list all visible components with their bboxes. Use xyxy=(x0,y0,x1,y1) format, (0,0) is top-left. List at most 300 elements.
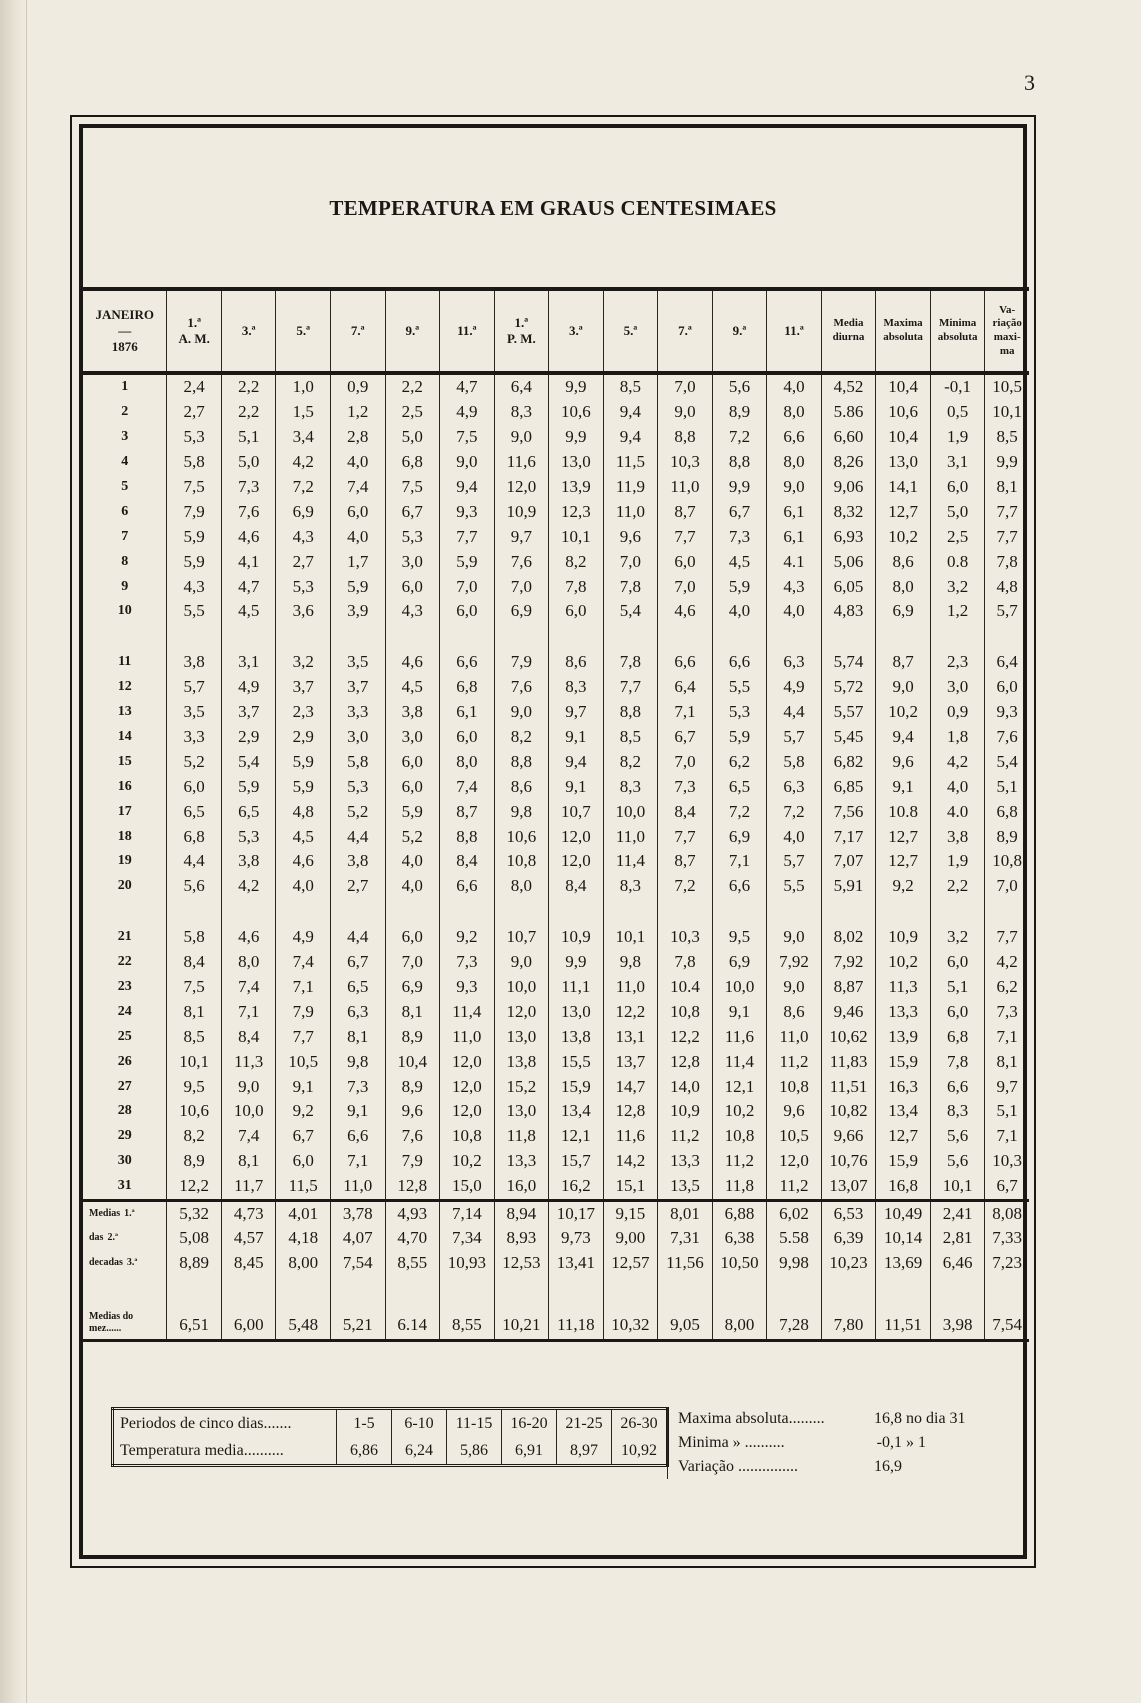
table-cell: 15,1 xyxy=(603,1174,658,1200)
table-cell: 3,8 xyxy=(930,824,985,849)
table-cell: 4,7 xyxy=(221,574,276,599)
table-cell: 10,1 xyxy=(549,524,604,549)
day-number: 26 xyxy=(117,1053,132,1069)
table-cell: 3,6 xyxy=(276,599,331,624)
table-cell: 13,8 xyxy=(549,1024,604,1049)
table-cell: 10,50 xyxy=(712,1251,767,1276)
header-5pm: 5.ª xyxy=(603,289,658,373)
table-cell: 4,5 xyxy=(712,549,767,574)
table-cell: 5,4 xyxy=(603,599,658,624)
summary-section xyxy=(101,1397,1011,1507)
table-cell: 11,0 xyxy=(440,1024,495,1049)
table-cell: 7,7 xyxy=(440,524,495,549)
table-cell: 5,0 xyxy=(930,499,985,524)
table-cell: 12,7 xyxy=(876,1124,931,1149)
table-cell: 8,7 xyxy=(658,849,713,874)
table-row xyxy=(83,925,1029,950)
table-cell: 5,2 xyxy=(167,749,222,774)
table-cell: 8,3 xyxy=(603,774,658,799)
table-cell: 3,7 xyxy=(276,675,331,700)
header-11pm: 11.ª xyxy=(767,289,822,373)
table-row xyxy=(83,849,1029,874)
table-cell: 6.14 xyxy=(385,1275,440,1341)
table-cell: 11,6 xyxy=(712,1024,767,1049)
table-cell: 7,3 xyxy=(440,950,495,975)
decade-gap-row xyxy=(83,899,1029,925)
table-cell: 12,8 xyxy=(603,1099,658,1124)
table-cell: 16,3 xyxy=(876,1074,931,1099)
period-temperature: 6,24 xyxy=(392,1437,447,1466)
table-cell: 8,1 xyxy=(330,1024,385,1049)
table-cell: 6,9 xyxy=(712,950,767,975)
stat-variacao: Variação ............... 16,9 xyxy=(678,1458,902,1475)
table-cell: 6,39 xyxy=(821,1226,876,1251)
table-cell: 10,2 xyxy=(876,524,931,549)
table-cell: 11,2 xyxy=(712,1149,767,1174)
day-number: 28 xyxy=(117,1103,132,1119)
table-cell: 7,0 xyxy=(658,373,713,400)
header-maxima-absoluta: Maxima absoluta xyxy=(876,289,931,373)
stat-minima: Minima » .......... -0,1 » 1 xyxy=(678,1434,926,1451)
table-cell: 7,8 xyxy=(658,950,713,975)
table-cell: 7,8 xyxy=(603,650,658,675)
period-range: 11-15 xyxy=(447,1409,502,1438)
table-cell: 5,8 xyxy=(167,450,222,475)
table-cell: 10,3 xyxy=(985,1149,1029,1174)
periods-label: Periodos de cinco dias....... xyxy=(120,1414,292,1432)
table-cell: 10,8 xyxy=(440,1124,495,1149)
table-cell: 7,0 xyxy=(658,749,713,774)
table-cell: 3,8 xyxy=(221,849,276,874)
table-cell: 9,2 xyxy=(276,1099,331,1124)
table-cell: 7,34 xyxy=(440,1226,495,1251)
table-cell: 11,6 xyxy=(603,1124,658,1149)
table-cell: 10,76 xyxy=(821,1149,876,1174)
gap-cell xyxy=(712,899,767,925)
gap-cell xyxy=(985,624,1029,650)
table-cell: 6,1 xyxy=(767,499,822,524)
table-cell: 12,2 xyxy=(167,1174,222,1200)
table-cell: 13,0 xyxy=(494,1099,549,1124)
table-row xyxy=(83,499,1029,524)
table-cell: 6,0 xyxy=(385,774,440,799)
table-cell: 6,7 xyxy=(658,725,713,750)
table-cell: 4,5 xyxy=(276,824,331,849)
table-cell: 7,9 xyxy=(385,1149,440,1174)
table-cell: 8,89 xyxy=(167,1251,222,1276)
table-cell: 6,3 xyxy=(330,999,385,1024)
table-cell: 4,0 xyxy=(767,373,822,400)
table-cell: 4,3 xyxy=(167,574,222,599)
table-cell: 6,6 xyxy=(712,650,767,675)
table-cell: 5,9 xyxy=(385,799,440,824)
table-cell: 3,98 xyxy=(930,1275,985,1341)
period-temperature: 6,86 xyxy=(337,1437,392,1466)
table-cell: 10,32 xyxy=(603,1275,658,1341)
table-cell: 4,8 xyxy=(985,574,1029,599)
gap-cell xyxy=(876,899,931,925)
table-cell: 5,9 xyxy=(440,549,495,574)
table-cell: 8,2 xyxy=(167,1124,222,1149)
table-cell: 1,0 xyxy=(276,373,331,400)
gap-cell xyxy=(767,899,822,925)
table-frame xyxy=(70,115,1036,1568)
table-cell: 8,5 xyxy=(603,725,658,750)
table-cell: 7,7 xyxy=(276,1024,331,1049)
day-number: 30 xyxy=(117,1153,132,1169)
table-cell: 5,9 xyxy=(712,725,767,750)
table-cell: 4,70 xyxy=(385,1226,440,1251)
table-cell: 8,00 xyxy=(276,1251,331,1276)
table-cell: 3,1 xyxy=(221,650,276,675)
header-9am: 9.ª xyxy=(385,289,440,373)
gap-cell xyxy=(821,624,876,650)
table-cell: 11,0 xyxy=(767,1024,822,1049)
table-cell: 9,5 xyxy=(167,1074,222,1099)
table-cell: 12,8 xyxy=(658,1049,713,1074)
table-cell: 5,3 xyxy=(385,524,440,549)
table-cell: 8,93 xyxy=(494,1226,549,1251)
medias-decada-row xyxy=(83,1251,1029,1276)
table-cell: 13,0 xyxy=(549,999,604,1024)
table-cell: 9,4 xyxy=(549,749,604,774)
table-cell: 2,3 xyxy=(930,650,985,675)
table-cell: 8,00 xyxy=(712,1275,767,1341)
day-number: 18 xyxy=(117,828,132,844)
table-cell: 4.0 xyxy=(930,799,985,824)
table-cell: 7,33 xyxy=(985,1226,1029,1251)
table-cell: 12,1 xyxy=(712,1074,767,1099)
table-cell: 5,1 xyxy=(985,774,1029,799)
header-3pm: 3.ª xyxy=(549,289,604,373)
table-cell: 7,80 xyxy=(821,1275,876,1341)
table-cell: 3,3 xyxy=(330,700,385,725)
table-cell: 13,69 xyxy=(876,1251,931,1276)
table-cell: 6,60 xyxy=(821,425,876,450)
table-cell: 10,8 xyxy=(658,999,713,1024)
table-frame-inner xyxy=(79,124,1027,1559)
table-cell: 5,9 xyxy=(712,574,767,599)
table-cell: 8,0 xyxy=(221,950,276,975)
table-cell: 10,1 xyxy=(985,400,1029,425)
table-row xyxy=(83,999,1029,1024)
table-cell: 8,5 xyxy=(167,1024,222,1049)
table-cell: 4,83 xyxy=(821,599,876,624)
table-cell: 12,2 xyxy=(603,999,658,1024)
table-cell: 13,0 xyxy=(549,450,604,475)
table-cell: 8,8 xyxy=(440,824,495,849)
gap-cell xyxy=(985,899,1029,925)
table-cell: 2,2 xyxy=(221,373,276,400)
day-number: 15 xyxy=(117,753,132,769)
table-cell: 10,1 xyxy=(930,1174,985,1200)
table-cell: 7,31 xyxy=(658,1226,713,1251)
table-cell: 7,1 xyxy=(276,975,331,1000)
table-cell: 11,8 xyxy=(494,1124,549,1149)
table-cell: 5,8 xyxy=(167,925,222,950)
table-cell: 6,4 xyxy=(658,675,713,700)
table-cell: 7,1 xyxy=(658,700,713,725)
table-cell: 13,8 xyxy=(494,1049,549,1074)
gap-cell xyxy=(494,624,549,650)
day-number: 8 xyxy=(121,553,129,569)
table-cell: 5,32 xyxy=(167,1200,222,1226)
day-number: 6 xyxy=(121,503,129,519)
table-cell: 4,0 xyxy=(330,450,385,475)
page-number: 3 xyxy=(1024,70,1035,95)
medias-decada-label: das 2.ª xyxy=(89,1232,118,1244)
table-cell: 6,4 xyxy=(494,373,549,400)
table-row xyxy=(83,675,1029,700)
table-cell: 9,0 xyxy=(494,425,549,450)
table-cell: 6,8 xyxy=(930,1024,985,1049)
table-cell: 8,0 xyxy=(767,400,822,425)
table-cell: 4,0 xyxy=(930,774,985,799)
table-row xyxy=(83,1174,1029,1200)
table-cell: 12,7 xyxy=(876,849,931,874)
header-9pm: 9.ª xyxy=(712,289,767,373)
table-cell: 9,4 xyxy=(603,400,658,425)
table-cell: 5,3 xyxy=(167,425,222,450)
table-cell: 10,1 xyxy=(167,1049,222,1074)
table-cell: 11,1 xyxy=(549,975,604,1000)
table-cell: 9,4 xyxy=(603,425,658,450)
table-cell: 6,6 xyxy=(330,1124,385,1149)
table-cell: 2,7 xyxy=(330,874,385,899)
table-cell: 7,2 xyxy=(276,475,331,500)
table-cell: 8,5 xyxy=(603,373,658,400)
table-cell: 6,1 xyxy=(440,700,495,725)
table-cell: 5,48 xyxy=(276,1275,331,1341)
table-cell: 4,73 xyxy=(221,1200,276,1226)
day-number: 25 xyxy=(117,1028,132,1044)
table-cell: 7,0 xyxy=(603,549,658,574)
table-cell: 10,8 xyxy=(712,1124,767,1149)
table-cell: 11,3 xyxy=(221,1049,276,1074)
header-1am: 1.ª A. M. xyxy=(167,289,222,373)
table-cell: 5,9 xyxy=(276,774,331,799)
table-cell: 13,4 xyxy=(876,1099,931,1124)
table-cell: 11,9 xyxy=(603,475,658,500)
table-cell: 12,0 xyxy=(440,1099,495,1124)
table-cell: 13,1 xyxy=(603,1024,658,1049)
table-cell: 7,8 xyxy=(930,1049,985,1074)
day-number: 10 xyxy=(117,603,132,619)
table-cell: 12,53 xyxy=(494,1251,549,1276)
table-cell: 8,5 xyxy=(985,425,1029,450)
day-number: 12 xyxy=(117,679,132,695)
table-row xyxy=(83,599,1029,624)
table-cell: 3,1 xyxy=(930,450,985,475)
table-cell: 7,28 xyxy=(767,1275,822,1341)
table-cell: 12,0 xyxy=(549,824,604,849)
table-cell: 9,1 xyxy=(876,774,931,799)
table-cell: 9,0 xyxy=(767,925,822,950)
table-cell: 6,0 xyxy=(167,774,222,799)
table-cell: 8,1 xyxy=(167,999,222,1024)
table-cell: 7,4 xyxy=(440,774,495,799)
table-cell: 9,4 xyxy=(876,725,931,750)
table-cell: 2,2 xyxy=(930,874,985,899)
temperature-table-body xyxy=(83,373,1029,1341)
table-cell: 8,1 xyxy=(985,475,1029,500)
table-cell: 15,2 xyxy=(494,1074,549,1099)
table-cell: 10,4 xyxy=(876,425,931,450)
day-number: 9 xyxy=(121,578,129,594)
table-cell: 10,0 xyxy=(221,1099,276,1124)
table-cell: 4,8 xyxy=(276,799,331,824)
table-cell: 6,0 xyxy=(930,475,985,500)
table-cell: 7,14 xyxy=(440,1200,495,1226)
table-cell: 12,0 xyxy=(494,999,549,1024)
table-cell: 9,0 xyxy=(767,975,822,1000)
medias-mez-label: Medias do mez...... xyxy=(83,1275,167,1341)
table-cell: 7,7 xyxy=(985,524,1029,549)
table-cell: 6,88 xyxy=(712,1200,767,1226)
table-cell: 7,6 xyxy=(494,675,549,700)
table-cell: 10,7 xyxy=(494,925,549,950)
table-cell: 8,0 xyxy=(767,450,822,475)
table-cell: 5,2 xyxy=(385,824,440,849)
day-number: 29 xyxy=(117,1128,132,1144)
table-cell: 3,5 xyxy=(167,700,222,725)
gap-cell xyxy=(385,899,440,925)
table-cell: 8,4 xyxy=(167,950,222,975)
table-cell: 2,41 xyxy=(930,1200,985,1226)
table-cell: 12,0 xyxy=(767,1149,822,1174)
table-cell: 9,1 xyxy=(276,1074,331,1099)
table-cell: 6,51 xyxy=(167,1275,222,1341)
table-cell: 2,8 xyxy=(330,425,385,450)
table-cell: 9,0 xyxy=(494,700,549,725)
table-cell: 5,9 xyxy=(330,574,385,599)
table-cell: 7,4 xyxy=(221,975,276,1000)
header-11am: 11.ª xyxy=(440,289,495,373)
table-cell: 11,3 xyxy=(876,975,931,1000)
gap-cell xyxy=(549,624,604,650)
table-cell: 8,0 xyxy=(440,749,495,774)
table-cell: 9,0 xyxy=(440,450,495,475)
table-cell: 8,6 xyxy=(767,999,822,1024)
table-cell: 8,9 xyxy=(385,1024,440,1049)
table-cell: 7,1 xyxy=(985,1024,1029,1049)
table-cell: 7,5 xyxy=(167,975,222,1000)
table-cell: 9,6 xyxy=(876,749,931,774)
table-cell: 10,0 xyxy=(603,799,658,824)
table-cell: 6,5 xyxy=(330,975,385,1000)
day-number: 7 xyxy=(121,528,129,544)
table-cell: 4,4 xyxy=(330,925,385,950)
table-cell: 8,26 xyxy=(821,450,876,475)
table-cell: 4,93 xyxy=(385,1200,440,1226)
table-cell: 11,4 xyxy=(440,999,495,1024)
table-cell: 12,2 xyxy=(658,1024,713,1049)
table-cell: 1,9 xyxy=(930,425,985,450)
table-cell: 15,0 xyxy=(440,1174,495,1200)
table-cell: 5,8 xyxy=(330,749,385,774)
table-cell: 13,41 xyxy=(549,1251,604,1276)
table-cell: 9,3 xyxy=(440,499,495,524)
table-cell: 8,3 xyxy=(549,675,604,700)
day-number: 21 xyxy=(117,929,132,945)
table-cell: 8,3 xyxy=(494,400,549,425)
table-cell: 4,5 xyxy=(385,675,440,700)
table-cell: 7,7 xyxy=(658,824,713,849)
table-cell: 5,6 xyxy=(712,373,767,400)
period-range: 6-10 xyxy=(392,1409,447,1438)
table-row xyxy=(83,650,1029,675)
table-cell: 7,4 xyxy=(276,950,331,975)
table-row xyxy=(83,799,1029,824)
table-cell: 4,0 xyxy=(767,599,822,624)
table-cell: 5,5 xyxy=(712,675,767,700)
table-cell: 9,00 xyxy=(603,1226,658,1251)
table-cell: 9,1 xyxy=(330,1099,385,1124)
table-cell: 5,9 xyxy=(276,749,331,774)
table-cell: 5,72 xyxy=(821,675,876,700)
table-cell: 7,7 xyxy=(985,499,1029,524)
table-cell: 9,2 xyxy=(440,925,495,950)
table-row xyxy=(83,425,1029,450)
table-cell: 5,1 xyxy=(930,975,985,1000)
table-cell: 6,6 xyxy=(712,874,767,899)
table-cell: 8,6 xyxy=(549,650,604,675)
table-cell: 8,0 xyxy=(876,574,931,599)
table-cell: 10,93 xyxy=(440,1251,495,1276)
period-range: 16-20 xyxy=(502,1409,557,1438)
gap-cell xyxy=(930,899,985,925)
table-row xyxy=(83,824,1029,849)
table-row xyxy=(83,1099,1029,1124)
table-cell: 8,6 xyxy=(876,549,931,574)
table-cell: 5,91 xyxy=(821,874,876,899)
table-cell: 4,9 xyxy=(221,675,276,700)
table-cell: 7,92 xyxy=(767,950,822,975)
table-cell: 12,57 xyxy=(603,1251,658,1276)
table-cell: 10,6 xyxy=(494,824,549,849)
table-cell: 10,5 xyxy=(985,373,1029,400)
table-cell: 8,9 xyxy=(167,1149,222,1174)
gap-cell xyxy=(83,624,167,650)
table-cell: 6,5 xyxy=(221,799,276,824)
table-row xyxy=(83,725,1029,750)
day-number: 5 xyxy=(121,479,129,494)
period-temperature: 8,97 xyxy=(557,1437,612,1466)
table-cell: 4,57 xyxy=(221,1226,276,1251)
table-cell: 4,5 xyxy=(221,599,276,624)
table-cell: 5,3 xyxy=(330,774,385,799)
table-cell: 2,5 xyxy=(930,524,985,549)
day-number: 23 xyxy=(117,979,132,995)
table-cell: 14,7 xyxy=(603,1074,658,1099)
table-cell: 9,0 xyxy=(876,675,931,700)
table-cell: 6,6 xyxy=(930,1074,985,1099)
table-cell: 10,9 xyxy=(494,499,549,524)
table-cell: 11,4 xyxy=(712,1049,767,1074)
table-cell: 6,38 xyxy=(712,1226,767,1251)
table-cell: 6,5 xyxy=(167,799,222,824)
table-cell: 11,0 xyxy=(603,975,658,1000)
table-cell: 7,3 xyxy=(330,1074,385,1099)
day-number: 24 xyxy=(117,1003,132,1019)
table-cell: 8,7 xyxy=(658,499,713,524)
table-cell: 6,93 xyxy=(821,524,876,549)
table-cell: 5,6 xyxy=(167,874,222,899)
table-cell: 5,9 xyxy=(167,549,222,574)
table-cell: 3,0 xyxy=(930,675,985,700)
table-cell: 2,81 xyxy=(930,1226,985,1251)
medias-decada-row xyxy=(83,1226,1029,1251)
